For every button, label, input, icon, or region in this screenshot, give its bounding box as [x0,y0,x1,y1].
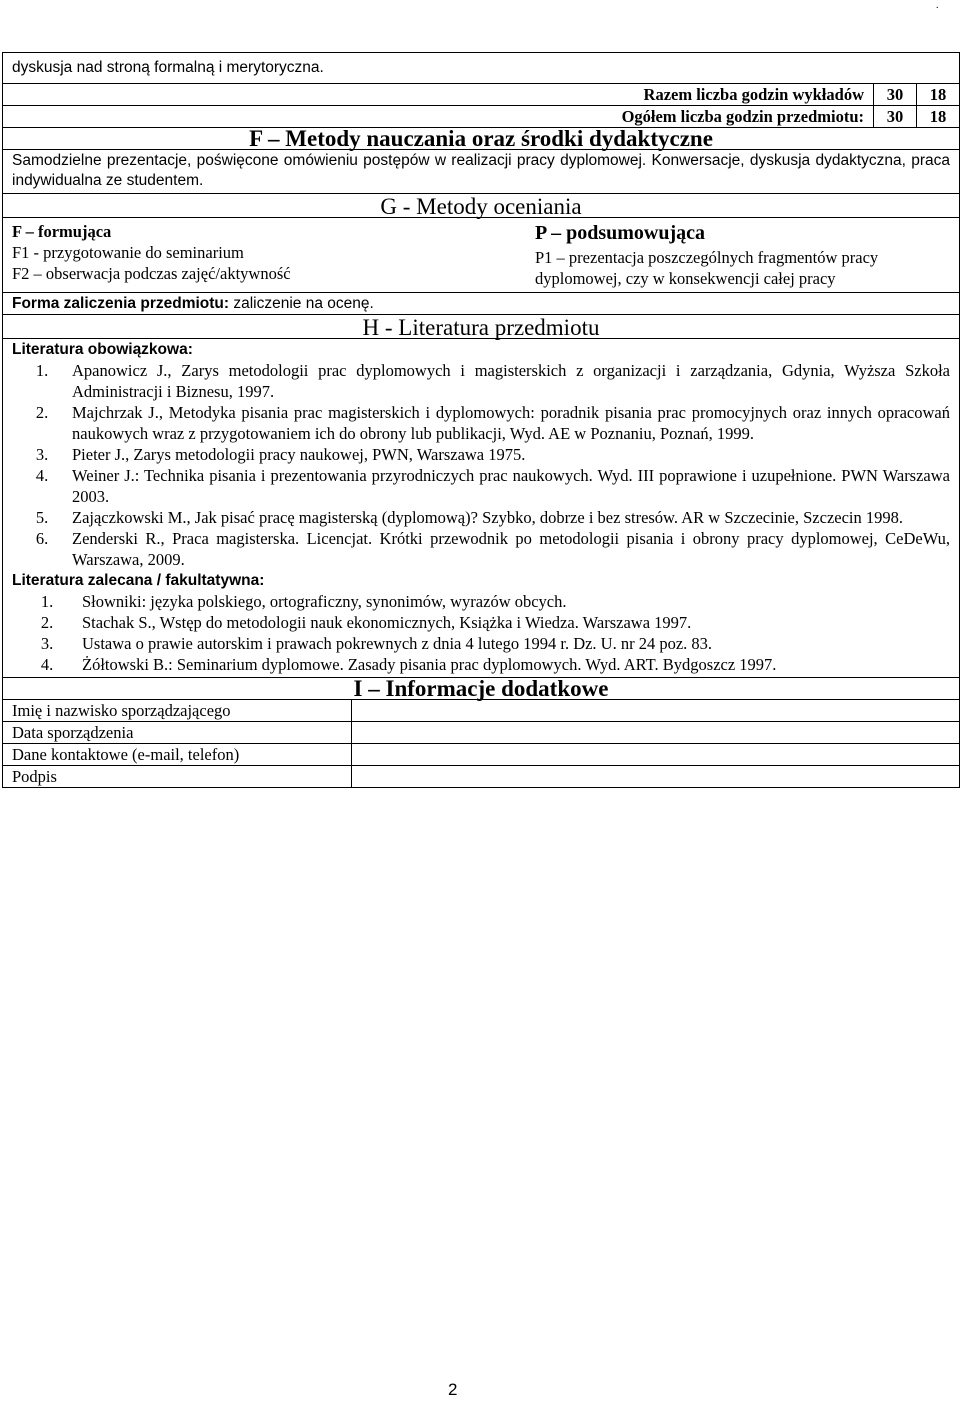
section-f-title: F – Metody nauczania oraz środki dydaktyczne [3,128,960,150]
summative-text: P1 – prezentacja poszczególnych fragmentów pracy dyplomowej, czy w konsekwencji całej pracy [535,248,879,288]
literature-block [3,339,960,678]
hours-value: 18 [917,84,960,106]
top-text: dyskusja nad stroną formalną i merytoryczna. [3,53,960,84]
literature-item-text: Słowniki: języka polskiego, ortograficzny, synonimów, wyrazów obcych. [82,592,567,611]
literature-item [12,507,950,528]
section-h-title: H - Literatura przedmiotu [3,315,960,339]
literature-item-number: 2. [40,613,54,632]
info-row [3,766,960,788]
credit-value: zaliczenie na ocenę. [229,295,374,312]
formative-item: F1 - przygotowanie do seminarium [12,243,244,262]
hours-value: 30 [874,84,917,106]
literature-item-text: Apanowicz J., Zarys metodologii prac dyplomowych i magisterskich z organizacji i zarządzania, Gdynia, Wyższa Szkoła Administracji i Biznesu, 1997. [72,361,950,401]
literature-item [12,528,950,570]
literature-item-text: Zenderski R., Praca magisterska. Licencjat. Krótki przewodnik po metodologii pisania i obrony pracy dyplomowej, CeDeWu, Warszawa, 2009. [72,529,950,569]
literature-item-number: 4. [35,466,49,485]
hours-row-total [3,106,960,128]
info-value [352,722,960,744]
formative-item: F2 – obserwacja podczas zajęć/aktywność [12,264,291,283]
literature-item [12,591,950,612]
literature-item-number: 3. [40,634,54,653]
literature-item-number: 5. [35,508,49,527]
assessment-methods [3,218,960,293]
summative-title: P – podsumowująca [535,222,706,244]
literature-item-text: Ustawa o prawie autorskim i prawach pokrewnych z dnia 4 lutego 1994 r. Dz. U. nr 24 poz. 83. [82,634,713,653]
literature-item-text: Majchrzak J., Metodyka pisania prac magisterskich i dyplomowych: poradnik pisania prac promocyjnych oraz innych opracowań naukowych wraz z przygotowaniem ich do obrony lub publikacji, Wyd. AE w Poznaniu, Poznań, 1999. [72,403,950,443]
hours-label: Ogółem liczba godzin przedmiotu: [3,106,874,128]
literature-item-number: 1. [35,361,49,380]
required-literature-list [12,360,950,570]
required-literature-title: Literatura obowiązkowa: [12,341,193,358]
literature-item-number: 4. [40,655,54,674]
hours-value: 18 [917,106,960,128]
optional-literature-title: Literatura zalecana / fakultatywna: [12,572,265,589]
literature-item-number: 2. [35,403,49,422]
literature-item [12,633,950,654]
info-row [3,744,960,766]
syllabus-table [2,52,960,788]
formative-title: F – formująca [12,222,112,241]
literature-item [12,444,950,465]
info-label: Data sporządzenia [3,722,352,744]
info-row [3,700,960,722]
info-value [352,766,960,788]
literature-item-text: Stachak S., Wstęp do metodologii nauk ekonomicznych, Książka i Wiedza. Warszawa 1997. [82,613,692,632]
literature-item-text: Weiner J.: Technika pisania i prezentowania przyrodniczych prac naukowych. Wyd. III poprawione i uzupełnione. PWN Warszawa 2003. [72,466,950,506]
optional-literature-list [12,591,950,675]
literature-item [12,654,950,675]
hours-label: Razem liczba godzin wykładów [3,84,874,106]
info-value [352,744,960,766]
summative-block [535,221,930,289]
section-g-title: G - Metody oceniania [3,194,960,218]
literature-item-text: Żółtowski B.: Seminarium dyplomowe. Zasady pisania prac dyplomowych. Wyd. ART. Bydgoszcz 1997. [82,655,777,674]
literature-item [12,465,950,507]
credit-form [3,293,960,315]
literature-item-text: Pieter J., Zarys metodologii pracy naukowej, PWN, Warszawa 1975. [72,445,526,464]
section-f-text: Samodzielne prezentacje, poświęcone omówieniu postępów w realizacji pracy dyplomowej. Konwersacje, dyskusja dydaktyczna, praca indywidualna ze studentem. [3,150,960,194]
literature-item [12,360,950,402]
info-label: Podpis [3,766,352,788]
literature-item-number: 6. [35,529,49,548]
hours-value: 30 [874,106,917,128]
credit-label: Forma zaliczenia przedmiotu: [12,295,230,312]
literature-item [12,402,950,444]
hours-row-lectures [3,84,960,106]
info-label: Imię i nazwisko sporządzającego [3,700,352,722]
info-value [352,700,960,722]
page-number: 2 [448,1380,458,1399]
literature-item-number: 3. [35,445,49,464]
page-mark: . [936,0,939,11]
formative-block [12,221,291,289]
literature-item-number: 1. [40,592,54,611]
info-label: Dane kontaktowe (e-mail, telefon) [3,744,352,766]
section-i-title: I – Informacje dodatkowe [3,678,960,700]
literature-item-text: Zajączkowski M., Jak pisać pracę magisterską (dyplomową)? Szybko, dobrze i bez stresów. AR w Szczecinie, Szczecin 1998. [72,508,903,527]
info-row [3,722,960,744]
literature-item [12,612,950,633]
